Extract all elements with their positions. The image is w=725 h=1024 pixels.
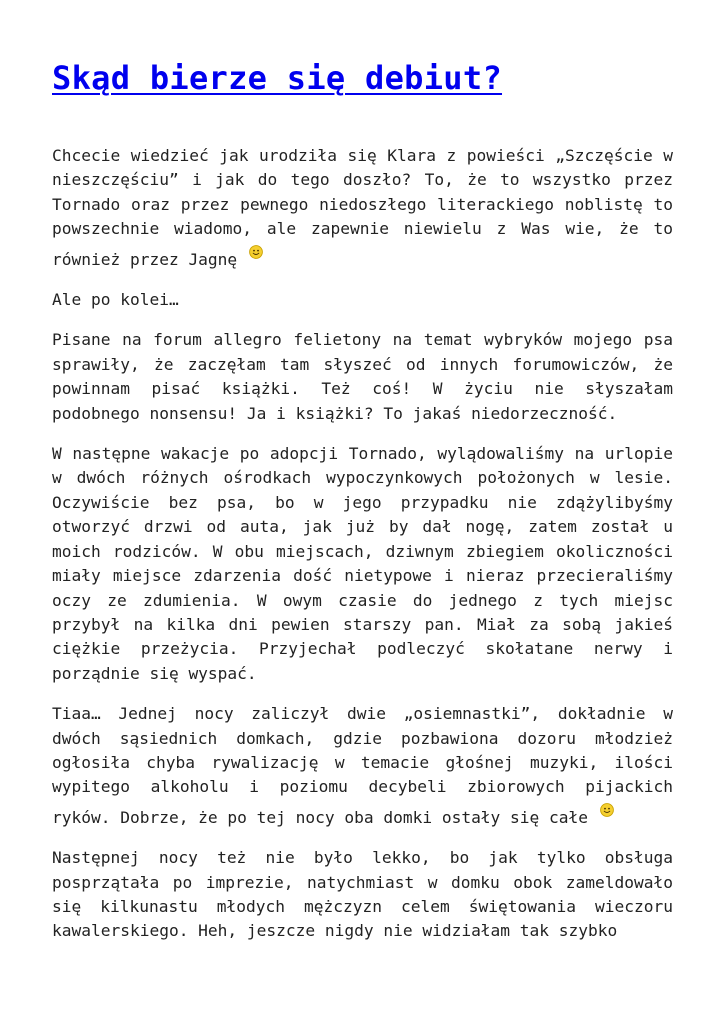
smiley-icon	[249, 242, 263, 256]
article-title-link[interactable]: Skąd bierze się debiut?	[52, 59, 503, 97]
paragraph-5	[52, 702, 673, 830]
smiley-icon	[600, 800, 614, 814]
article-body	[52, 144, 673, 944]
paragraph-6: Następnej nocy też nie było lekko, bo jak tylko obsługa posprzątała po imprezie, natychmiast w domku obok zameldowało się kilkunastu młodych mężczyzn celem świętowania wieczoru kawalerskiego. Heh, jeszcze nigdy nie widziałam tak szybko	[52, 848, 673, 941]
paragraph-2: Ale po kolei…	[52, 290, 179, 310]
article-title	[52, 58, 673, 98]
paragraph-4: W następne wakacje po adopcji Tornado, wylądowaliśmy na urlopie w dwóch różnych ośrodkach wypoczynkowych położonych w lesie. Oczywiście bez psa, bo w jego przypadku nie zdążylibyśmy otworzyć drzwi od auta, jak już by dał nogę, zatem został u moich rodziców. W obu miejscach, dziwnym zbiegiem okoliczności miały miejsce zdarzenia dość nietypowe i nieraz przecieraliśmy oczy ze zdumienia. W owym czasie do jednego z tych miejsc przybył na kilka dni pewien starszy pan. Miał za sobą jakieś ciężkie przeżycia. Przyjechał podleczyć skołatane nerwy i porządnie się wyspać.	[52, 444, 673, 683]
paragraph-3: Pisane na forum allegro felietony na temat wybryków mojego psa sprawiły, że zaczęłam tam słyszeć od innych forumowiczów, że powinnam pisać książki. Też coś! W życiu nie słyszałam podobnego nonsensu! Ja i książki? To jakaś niedorzeczność.	[52, 330, 673, 423]
article	[52, 0, 673, 960]
paragraph-1	[52, 144, 673, 272]
paragraph-5-text: Tiaa… Jednej nocy zaliczył dwie „osiemnastki”, dokładnie w dwóch sąsiednich domkach, gdzie pozbawiona dozoru młodzież ogłosiła chyba rywalizację w temacie głośnej muzyki, ilości wypitego alkoholu i poziomu decybeli zbiorowych pijackich ryków. Dobrze, że po tej nocy oba domki ostały się całe	[52, 704, 673, 827]
paragraph-1-text: Chcecie wiedzieć jak urodziła się Klara z powieści „Szczęście w nieszczęściu” i jak do tego doszło? To, że to wszystko przez Tornado oraz przez pewnego niedoszłego literackiego noblistę to powszechnie wiadomo, ale zapewnie niewielu z Was wie, że to również przez Jagnę	[52, 146, 673, 269]
